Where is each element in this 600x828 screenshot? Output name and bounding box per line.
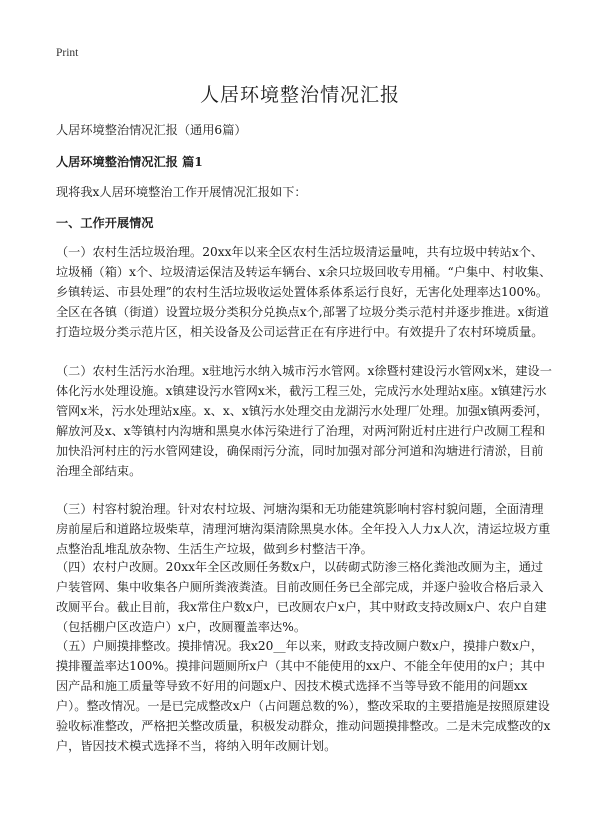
paragraph-garbage: （一）农村生活垃圾治理。20xx年以来全区农村生活垃圾清运量吨，共有垃圾中转站x个、垃圾桶（箱）x个、垃圾清运保洁及转运车辆台、x余只垃圾回收专用桶。“户集中、村收集、乡镇转运、市县处理”的农村生活垃圾收运处置体系体系运行良好，无害化处理率达100%。全区在各镇（街道）设置垃圾分类积分兑换点x个,部署了垃圾分类示范村并逐步推进。x街道打造垃圾分类示范片区，相关设备及公司运营正在有序进行中。有效提升了农村环境质量。 [56,245,552,339]
paragraph-village-appearance: （三）村容村貌治理。针对农村垃圾、河塘沟渠和无功能建筑影响村容村貌问题，全面清理房前屋后和道路垃圾柴草，清理河塘沟渠清除黑臭水体。全年投入人力x人次，清运垃圾方重点整治乱堆乱放杂物、生活生产垃圾，做到乡村整洁干净。 [56,502,551,556]
paragraph-sewage: （二）农村生活污水治理。x驻地污水纳入城市污水管网。x徐暨村建设污水管网x米，建设一体化污水处理设施。x镇建设污水管网x米，截污工程三处，完成污水处理站x座。x镇建污水管网x米，污水处理站x座。x、x、x镇污水处理交由龙湖污水处理厂处理。加强x镇两委河，解放河及x、x等镇村内沟塘和黑臭水体污染进行了治理，对两河附近村庄进行户改厕工程和加快沿河村庄的污水管网建设，确保雨污分流，同时加强对部分河道和沟塘进行清淤，目前治理全部结束。 [56,364,552,478]
section-heading: 人居环境整治情况汇报 篇1 [56,155,203,169]
intro-text: 现将我x人居环境整治工作开展情况汇报如下： [56,185,307,199]
document-subtitle: 人居环境整治情况汇报（通用6篇） [56,123,247,137]
paragraph-toilet-reform: （四）农村户改厕。20xx年全区改厕任务数x户，以砖砌式防渗三格化粪池改厕为主，通过户装管网、集中收集各户厕所粪液粪渣。目前改厕任务已全部完成，并逐户验收合格后录入改厕平台。截止目前，我x常住户数x户，已改厕农户x户，其中财政支持改厕x户、农户自建（包括棚户区改造户）x户，改厕覆盖率达%。 [56,560,547,634]
part-heading: 一、工作开展情况 [56,216,154,230]
print-label: Print [56,47,79,59]
paragraph-toilet-rectification: （五）户厕摸排整改。摸排情况。我x20__年以来，财政支持改厕户数x户，摸排户数x户，摸排覆盖率达100%。摸排问题厕所x户（其中不能使用的xx户、不能全年使用的x户；其中因产品和施工质量等导致不好用的问题x户、因技术模式选择不当等导致不能用的问题xx户）。整改情况。一是已完成整改x户（占问题总数的%），整改采取的主要措施是按照原建设验收标准整改，严格把关整改质量，积极发动群众，推动问题摸排整改。二是未完成整改的x户，皆因技术模式选择不当，将纳入明年改厕计划。 [56,639,551,753]
page-title: 人居环境整治情况汇报 [199,84,400,106]
